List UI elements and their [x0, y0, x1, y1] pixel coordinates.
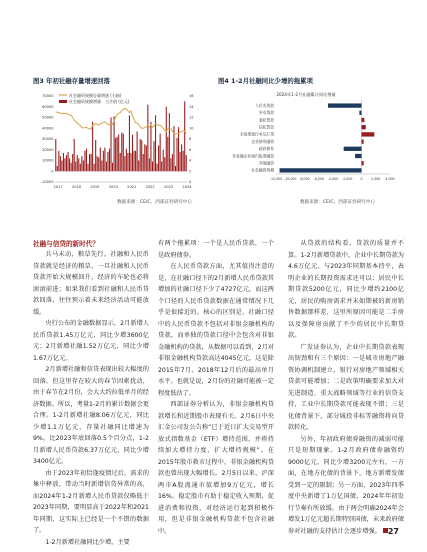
y-left-tick-label: 30000 — [42, 137, 54, 142]
bar — [130, 153, 131, 171]
figure4-chart — [218, 86, 396, 193]
bar — [362, 139, 364, 143]
bar — [157, 164, 158, 172]
text-column-1 — [33, 249, 149, 548]
figure4-source: 数据来源：CEIC，西部证券研究中心 — [300, 200, 375, 205]
y-left-tick-label: 20000 — [42, 147, 54, 152]
bar — [84, 151, 85, 171]
bar — [164, 157, 165, 171]
x-tick-label: -8,000 — [299, 177, 310, 181]
bar — [166, 107, 167, 172]
bar — [75, 162, 76, 172]
bar — [118, 135, 119, 172]
bar — [91, 154, 92, 171]
legend-bar-label: 社会融资规模增量：当月值 (亿元) — [69, 99, 130, 104]
bar — [110, 118, 111, 172]
paragraph: 从贷款的结构看，贷款的质量并不算。1-2月新增贷款中，企业中长期贷款为4.6万亿元，与2023年同期基本持平，表明企业的长期投资需求还可以；居民中长期贷款5200亿元，同比少增约2100亿元，居民的购房需求并未如期被的新房销售数据那样差，这里所原因可能是二手房以及保障房贡献了不少的居民中长期贷款。 — [288, 240, 404, 339]
y-right-tick-label: 0 — [189, 180, 192, 185]
category-label: 政府债券 — [258, 146, 274, 152]
bar — [101, 161, 102, 172]
x-tick-label: 2022 — [145, 185, 155, 189]
bar — [98, 157, 99, 171]
figure4-title: 图4 1-2月社融同比少增的拖累项 — [218, 77, 313, 85]
y-left-tick-label: 0 — [51, 169, 54, 174]
bar — [117, 137, 118, 171]
paragraph: 央行公布的金融数据显示，2月新增人民币贷款1.45万亿元，同比少增3600亿元；2月新增社融1.52万亿元，同比少增1.67万亿元。 — [33, 320, 149, 362]
category-label: 外币贷款 — [258, 110, 274, 116]
bar — [121, 133, 122, 172]
bar — [97, 156, 98, 171]
bar — [362, 161, 364, 165]
y-right-tick-label: 14 — [189, 104, 194, 109]
category-label: 信托贷款 — [258, 124, 274, 130]
bar — [72, 154, 73, 171]
bar — [172, 154, 173, 171]
bar — [55, 139, 56, 171]
y-left-tick-label: 40000 — [42, 126, 54, 131]
bar — [184, 101, 185, 171]
x-tick-label: -2,000 — [342, 177, 353, 181]
bar — [103, 151, 104, 171]
figure4-svg — [218, 86, 396, 193]
x-tick-label: -6,000 — [313, 177, 324, 181]
bar — [144, 144, 145, 171]
bar — [152, 162, 153, 172]
bar — [92, 122, 93, 171]
category-label: 社会融资规模 — [251, 167, 274, 173]
category-label: 企业债券融资 — [251, 138, 274, 144]
y-right-tick-label: 6 — [189, 147, 192, 152]
bar — [183, 151, 184, 171]
bar — [140, 139, 141, 171]
bar — [132, 135, 133, 172]
paragraph-text: 另外，年初政府债券融资的减弱可能只是短期现象。1-2月政府债券融资约9000亿元，同比少增3200元左右，一方面，在地方化债的背景下，地方新增发债受到一定的限制；另一方面，2023年四季度中央新增了1万亿国债，2024年年初发行节奏有所放缓。由于两会明确2024年会增发1万亿元超长期特别国债，未来政府债券对社融的支持估计会逐步增强。 — [288, 435, 404, 535]
bar — [359, 111, 361, 115]
bar — [167, 137, 168, 171]
bar — [143, 154, 144, 171]
x-tick-label: 2019 — [90, 185, 100, 189]
figure3-title: 图3 年初社融存量增速回落 — [33, 77, 110, 85]
legend-line-label: 社会融资规模存量增速 (右轴) — [69, 93, 122, 98]
bar — [328, 103, 361, 107]
y-right-tick-label: 16 — [189, 94, 194, 99]
text-column-2 — [158, 238, 274, 537]
bar — [80, 164, 81, 172]
bar — [61, 161, 62, 172]
x-tick-label: 2017 — [53, 185, 63, 189]
bar — [106, 162, 107, 172]
bar — [60, 156, 61, 171]
section-heading: 社融与信贷的新时代？ — [33, 240, 99, 248]
paragraph: 2月新增社融和信贷表现出较大幅度的回落，但这里存在较大的春节因素扰动，由于春节在2月份，会大大约拉低单月的经济数据。所以，考量1-2月的累计数据会更合理。1-2月新增社融8.06万亿元，同比少增1.1万亿元，存量社融同比增速为9%，比2023年底回落0.5个百分点，1-2月新增人民币贷款6.37万亿元，同比少增3400亿元。 — [33, 366, 149, 465]
x-tick-label: 2018 — [71, 185, 82, 189]
legend-bar-swatch — [59, 100, 67, 103]
bar — [181, 144, 182, 171]
bar — [362, 118, 365, 122]
bar — [58, 151, 59, 171]
bar — [81, 156, 82, 171]
figure3-source: 数据来源：CEIC，西部证券研究中心 — [117, 200, 192, 205]
bar — [150, 122, 151, 171]
bar — [149, 158, 150, 171]
category-label: 其他融资 — [258, 160, 274, 166]
bar — [124, 156, 125, 171]
bar — [107, 152, 108, 171]
figure3-svg — [33, 86, 203, 193]
bar — [74, 139, 75, 171]
paragraph: 有两个拖累项：一个是人民币贷款，一个是政府债券。 — [158, 240, 274, 259]
x-tick-label: 4,000 — [385, 177, 395, 181]
bar — [280, 168, 362, 172]
category-label: 人民币贷款 — [255, 102, 274, 108]
bar — [160, 134, 161, 172]
bar — [169, 113, 170, 171]
x-tick-label: 2020 — [108, 185, 118, 189]
y-left-tick-label: 50000 — [42, 115, 54, 120]
bar — [78, 158, 79, 171]
bar — [94, 164, 95, 172]
bar — [170, 158, 171, 171]
y-left-tick-label: 60000 — [42, 104, 54, 109]
bar — [176, 138, 177, 171]
paragraph: 广发证券认为，企业中长期贷款表现出韧劲和有三个原因：一是城市房地产融资协调机制建立，银行对房地产领域相关贷款可能增加；二是政策明确要求加大对先进制造、重大战略领域等行业的信贷支持，工业中长期贷款可能表现不错；三是化债背景下，部分城投非标等融资将向贷款转化。 — [288, 343, 404, 431]
bar — [137, 131, 138, 171]
x-tick-label: 2021 — [127, 185, 137, 189]
category-label: 委托贷款 — [258, 117, 274, 123]
bar — [146, 145, 147, 171]
bar — [66, 155, 67, 171]
bar — [71, 163, 72, 172]
bar — [115, 138, 116, 171]
y-right-tick-label: 12 — [189, 115, 194, 120]
bar — [95, 140, 96, 171]
paragraph — [288, 434, 404, 538]
bar — [126, 149, 127, 172]
bar — [57, 166, 58, 171]
paragraph: 由于2023年初恰逢疫情过后，需求的集中释放，带动当时新增信贷异常的高，而2024年1-2月新增人民币贷款仅略低于2023年同期，要明显高于2022年和2021年同期，这实际上已经是一个不错的数据了。 — [33, 469, 149, 534]
x-tick-label: -10,000 — [284, 177, 297, 181]
paragraph: 西部证券分析认为，非银金融机构贷款增长和近期股市表现有关。2月6日中央汇金公司发公告称“已于近日扩大交易型开放式指数基金（ETF）增持范围，并将持续加大增持力度、扩大增持规模”。在2015年股市救市过程中，非银金融机构贷款也曾出现大幅增长。2月5日以来，沪深两市A股流通市值增加9万亿元，增长16%。稳定股市有助于稳定收入预期，促进消费和投资，对经济运行起到积极作用，但是非银金融机构贷款不包含社融中。 — [158, 401, 274, 535]
y-left-tick-label: 10000 — [42, 158, 54, 163]
bar — [69, 158, 70, 171]
y-left-tick-label: 70000 — [42, 94, 54, 99]
text-column-3 — [288, 238, 404, 537]
bar — [175, 166, 176, 171]
bar — [158, 145, 159, 171]
bar — [64, 158, 65, 171]
bar — [355, 154, 361, 158]
y-right-tick-label: 4 — [189, 158, 192, 163]
bar — [141, 140, 142, 171]
bar — [100, 148, 101, 172]
x-tick-label: 2023 — [164, 185, 174, 189]
bar — [120, 153, 121, 171]
panel-title: 2024年1-2月社融累计同比增量 — [276, 92, 336, 97]
paragraph: 1-2月新增社融同比少增，主要 — [45, 538, 130, 546]
bar — [83, 161, 84, 172]
bar — [112, 163, 113, 172]
bar — [135, 151, 136, 171]
bar — [186, 155, 187, 171]
bar — [89, 154, 90, 171]
bar — [123, 134, 124, 172]
bar — [163, 150, 164, 172]
paragraph: 兵马未动，粮草先行。社融和人民币贷款就是经济的粮草，一旦社融和人民币贷款开始大规模回升，经济的车轮也必将滚滚前进；如果我们看到社融和人民币贷款回落，往往预示着未来经济活动可能放缓。 — [33, 251, 149, 316]
bar — [362, 132, 375, 136]
page-number: 27 — [387, 527, 399, 536]
bar — [87, 164, 88, 172]
bar — [63, 153, 64, 171]
bar — [68, 152, 69, 171]
y-right-tick-label: 2 — [189, 169, 192, 174]
bar — [109, 149, 110, 172]
x-tick-label: 2024 — [182, 185, 192, 189]
bar — [362, 125, 366, 129]
category-label: 未贴现银行承兑汇票 — [239, 131, 274, 137]
bar — [344, 147, 362, 151]
x-tick-label: 0 — [360, 177, 363, 181]
figure3-chart — [33, 86, 203, 193]
y-right-tick-label: 8 — [189, 137, 192, 142]
y-left-tick-label: -10000 — [40, 180, 54, 185]
bar — [180, 152, 181, 171]
x-tick-label: -12,000 — [269, 177, 283, 181]
bar — [134, 151, 135, 171]
bar — [129, 115, 130, 171]
bar — [153, 141, 154, 171]
bar — [161, 162, 162, 172]
bar — [114, 116, 115, 171]
bar — [147, 105, 148, 172]
bar — [104, 148, 105, 172]
bar — [86, 149, 87, 172]
category-label: 非金融企业境内股票融资 — [232, 153, 274, 159]
bar — [138, 161, 139, 172]
bar — [77, 155, 78, 171]
paragraph: 在人民币贷款方面，尤其值得注意的是，在社融口径下的2月新增人民币贷款其增加的社融口径下少了4727亿元，而这两个口径的人民币贷款数据在通常情况下几乎是很接近的。核心的区别是，社融口径中的人民币贷款不包括对非银金融机构的贷款，而单独的贷款口径中会包含对非银金融机构的贷款，从数据可以看到，2月对非银金融机构贷款高达4045亿元，这是除2015年7月、2018年12月后的最高单月水平。也就是说，2月份的社融可能被一定程度低估了。 — [158, 263, 274, 397]
x-tick-label: -4,000 — [327, 177, 339, 181]
x-tick-label: 2,000 — [371, 177, 381, 181]
y-right-tick-label: 10 — [189, 126, 194, 131]
bar — [127, 153, 128, 171]
